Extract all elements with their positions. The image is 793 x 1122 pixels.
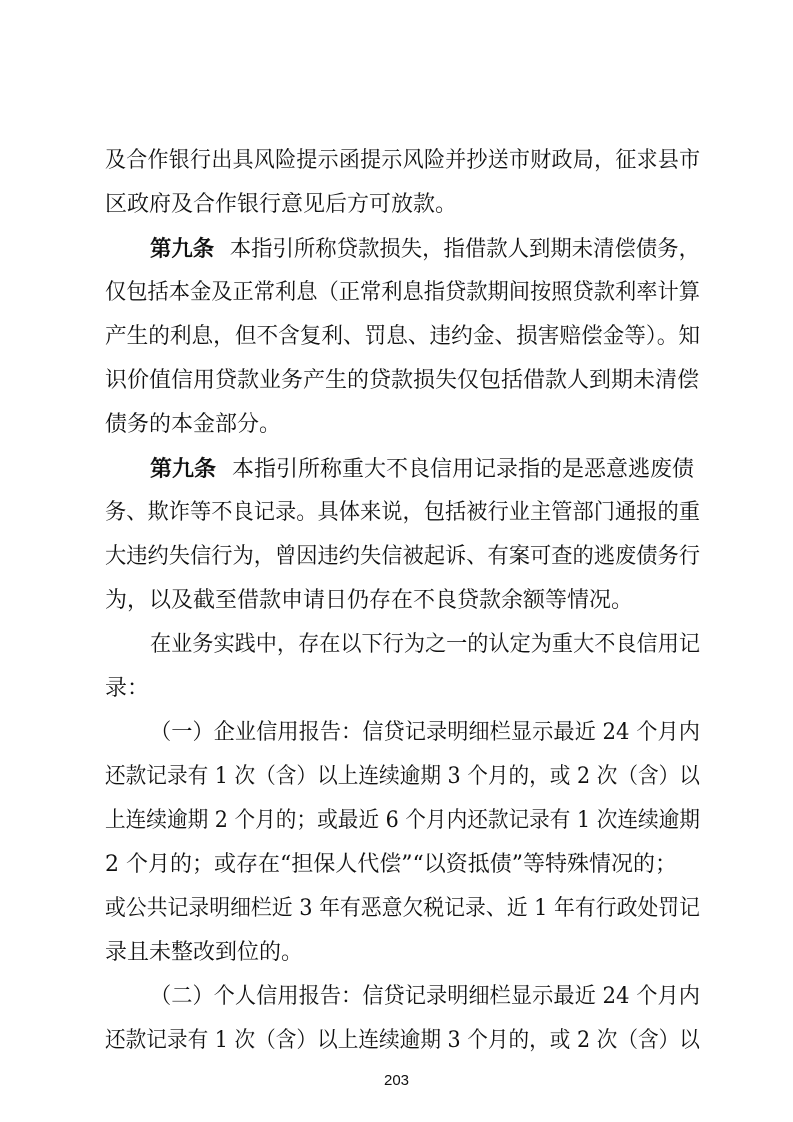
text-line: 区政府及合作银行意见后方可放款。: [105, 192, 458, 217]
text-line: （二）个人信用报告：信贷记录明细栏显示最近 24 个月内: [150, 984, 700, 1009]
text-line: 或公共记录明细栏近 3 年有恶意欠税记录、近 1 年有行政处罚记: [105, 896, 700, 921]
page-number: 203: [383, 1072, 410, 1089]
text-line: 上连续逾期 2 个月的；或最近 6 个月内还款记录有 1 次连续逾期: [105, 808, 700, 833]
text-line: 还款记录有 1 次（含）以上连续逾期 3 个月的，或 2 次（含）以: [105, 764, 700, 789]
text-line: 及合作银行出具风险提示函提示风险并抄送市财政局，征求县市: [105, 148, 701, 173]
text-span: 本指引所称重大不良信用记录指的是恶意逃废债: [232, 457, 695, 482]
article-line: [150, 454, 694, 485]
text-span: 本指引所称贷款损失，指借款人到期未清偿债务，: [229, 237, 701, 262]
text-line: 大违约失信行为，曾因违约失信被起诉、有案可查的逃废债务行: [105, 544, 701, 569]
text-line: 在业务实践中，存在以下行为之一的认定为重大不良信用记: [150, 632, 701, 657]
text-line: 仅包括本金及正常利息（正常利息指贷款期间按照贷款利率计算: [105, 280, 701, 305]
text-line: 录：: [105, 676, 150, 701]
text-line: 2 个月的；或存在“担保人代偿”“以资抵债”等特殊情况的；: [105, 852, 677, 877]
text-line: 产生的利息，但不含复利、罚息、违约金、损害赔偿金等）。知: [105, 324, 701, 349]
article-line: [150, 234, 700, 265]
text-line: （一）企业信用报告：信贷记录明细栏显示最近 24 个月内: [150, 720, 700, 745]
text-line: 为，以及截至借款申请日仍存在不良贷款余额等情况。: [105, 588, 634, 613]
text-line: 务、欺诈等不良记录。具体来说，包括被行业主管部门通报的重: [105, 500, 701, 525]
text-line: 债务的本金部分。: [105, 412, 282, 437]
text-line: 录且未整改到位的。: [105, 940, 304, 965]
article-heading: 第九条: [150, 236, 215, 262]
article-heading: 第九条: [150, 456, 217, 482]
text-line: 识价值信用贷款业务产生的贷款损失仅包括借款人到期未清偿: [105, 368, 700, 393]
text-line: 还款记录有 1 次（含）以上连续逾期 3 个月的，或 2 次（含）以: [105, 1028, 700, 1053]
